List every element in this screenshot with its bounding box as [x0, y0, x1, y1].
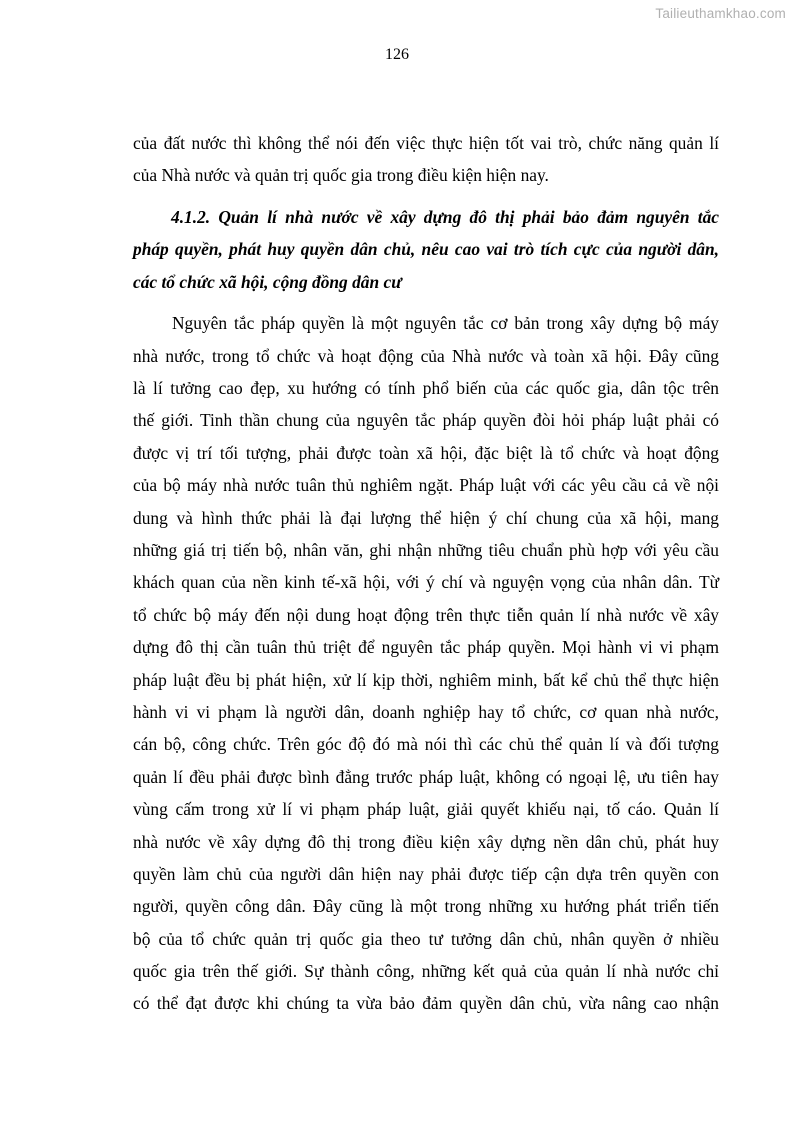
text-line: của bộ máy nhà nước tuân thủ nghiêm ngặt. Pháp luật với các yêu cầu cả về nội: [133, 475, 719, 496]
paragraph-main: [133, 307, 719, 1020]
text-line: thế giới. Tinh thần chung của nguyên tắc pháp quyền đòi hỏi pháp luật phải có: [133, 410, 719, 431]
section-heading: [133, 201, 719, 299]
text-line: nhà nước về xây dựng đô thị trong điều kiện xây dựng nền dân chủ, phát huy: [133, 831, 719, 852]
text-line: cán bộ, công chức. Trên góc độ đó mà nói thì các chủ thể quản lí và đối tượng: [133, 734, 719, 755]
text-line: được vị trí tối tượng, phải được toàn xã hội, đặc biệt là tổ chức và hoạt động: [133, 442, 719, 463]
text-line: quản lí đều phải được bình đẳng trước pháp luật, không có ngoại lệ, ưu tiên hay: [133, 766, 719, 787]
text-line: bộ của tổ chức quản trị quốc gia theo tư tưởng dân chủ, nhân quyền ở nhiều: [133, 928, 719, 949]
page-body: [133, 127, 719, 1020]
heading-line: 4.1.2. Quản lí nhà nước về xây dựng đô thị phải bảo đảm nguyên tắc: [171, 206, 719, 227]
text-line: tổ chức bộ máy đến nội dung hoạt động trên thực tiễn quản lí nhà nước về xây: [133, 604, 719, 625]
text-line: khách quan của nền kinh tế-xã hội, với ý chí và nguyện vọng của nhân dân. Từ: [133, 572, 719, 593]
text-line: dựng đô thị cần tuân thủ triệt để nguyên tắc pháp quyền. Mọi hành vi vi phạm: [133, 637, 719, 658]
text-line: dung và hình thức phải là đại lượng thể hiện ý chí chung của xã hội, mang: [133, 507, 719, 528]
text-line: Nguyên tắc pháp quyền là một nguyên tắc cơ bản trong xây dựng bộ máy: [172, 313, 719, 334]
text-line: là lí tưởng cao đẹp, xu hướng có tính phổ biến của các quốc gia, dân tộc trên: [133, 378, 719, 399]
text-line: quốc gia trên thế giới. Sự thành công, những kết quả của quản lí nhà nước chỉ: [133, 961, 719, 982]
text-line: pháp luật đều bị phát hiện, xử lí kịp thời, nghiêm minh, bất kể chủ thể thực hiện: [133, 669, 719, 690]
paragraph-continuation: [133, 127, 719, 192]
text-line: vùng cấm trong xử lí vi phạm pháp luật, giải quyết khiếu nại, tố cáo. Quản lí: [133, 799, 719, 820]
heading-line: pháp quyền, phát huy quyền dân chủ, nêu cao vai trò tích cực của người dân,: [133, 239, 719, 260]
heading-line: các tổ chức xã hội, cộng đồng dân cư: [133, 271, 402, 292]
text-line: nhà nước, trong tổ chức và hoạt động của Nhà nước và toàn xã hội. Đây cũng: [133, 345, 719, 366]
text-line: hành vi vi phạm là người dân, doanh nghiệp hay tổ chức, cơ quan nhà nước,: [133, 701, 719, 722]
watermark-text: Tailieuthamkhao.com: [655, 6, 786, 21]
text-line: có thể đạt được khi chúng ta vừa bảo đảm quyền dân chủ, vừa nâng cao nhận: [133, 993, 719, 1014]
page-number: 126: [385, 46, 409, 63]
text-line: quyền làm chủ của người dân hiện nay phải được tiếp cận dựa trên quyền con: [133, 863, 719, 884]
text-line: của Nhà nước và quản trị quốc gia trong điều kiện hiện nay.: [133, 165, 549, 186]
text-line: những giá trị tiến bộ, nhân văn, ghi nhận những tiêu chuẩn phù hợp với yêu cầu: [133, 540, 719, 561]
text-line: của đất nước thì không thể nói đến việc thực hiện tốt vai trò, chức năng quản lí: [133, 133, 719, 153]
text-line: người, quyền công dân. Đây cũng là một trong những xu hướng phát triển tiến: [133, 896, 719, 917]
